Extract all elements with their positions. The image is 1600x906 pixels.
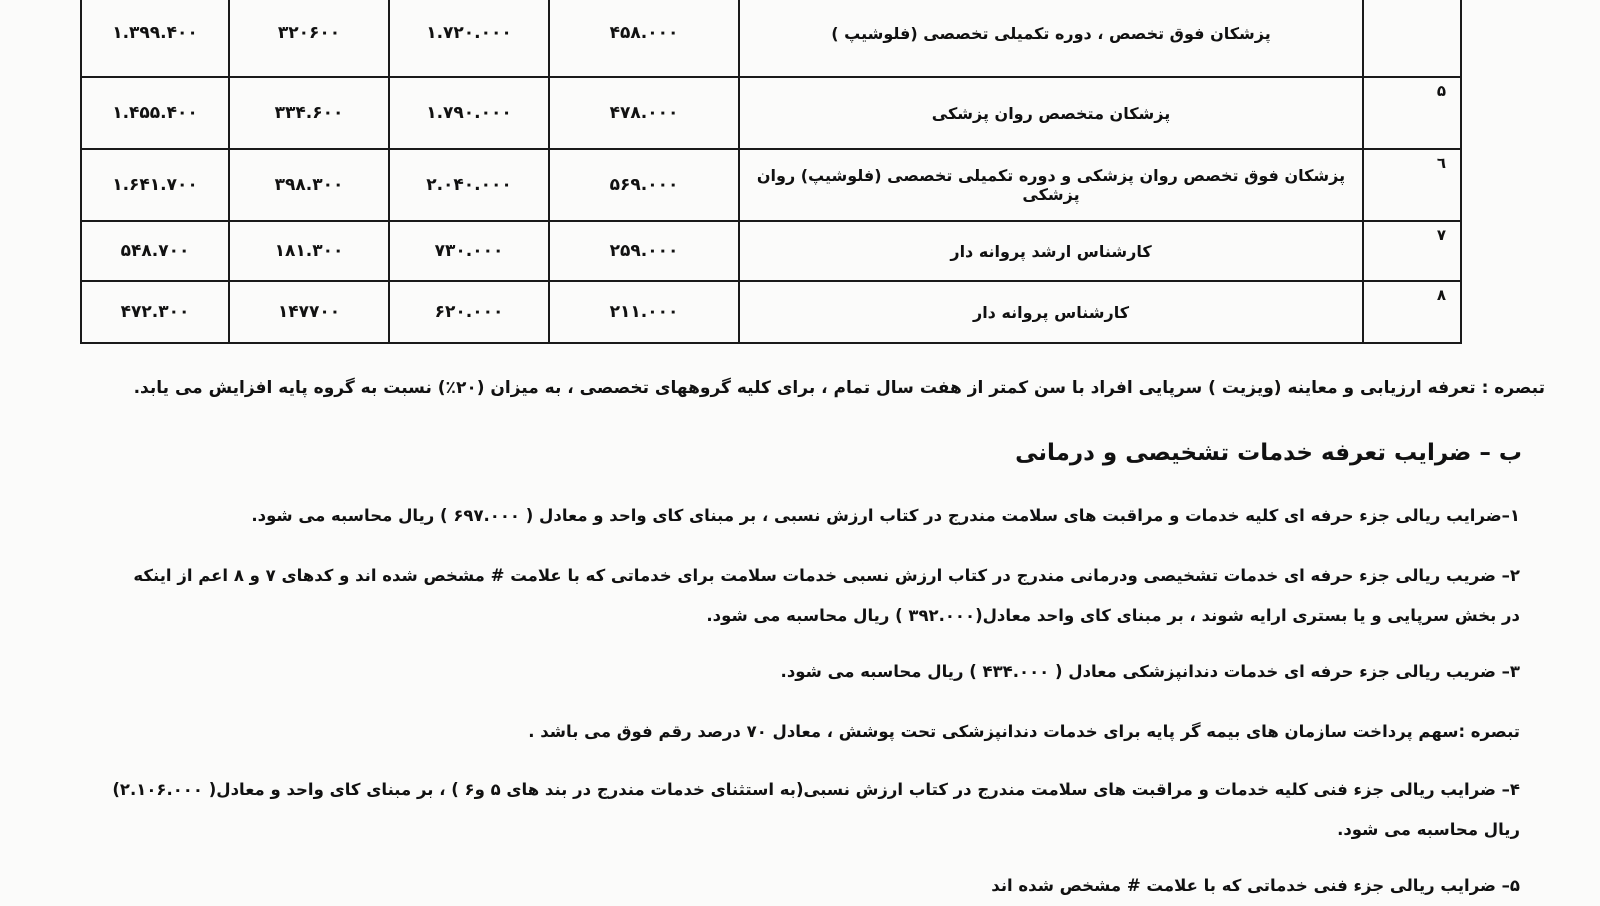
clause-4-line-2: ریال محاسبه می شود. [1337, 820, 1520, 839]
cell-title: پزشکان فوق تخصص روان پزشکی و دوره تکمیلی تخصصی (فلوشیپ) روان پزشکی [739, 149, 1363, 221]
cell-value-3: ۱۸۱.۳۰۰ [229, 221, 389, 281]
clause-2-line-2: در بخش سرپایی و یا بستری ارایه شوند ، بر مبنای کای واحد معادل(۳۹۲.۰۰۰ ) ریال محاسبه می شود. [706, 606, 1520, 625]
section-heading: ب – ضرایب تعرفه خدمات تشخیصی و درمانی [1015, 440, 1522, 466]
cell-value-3: ۱۴۷۷۰۰ [229, 281, 389, 343]
dental-note-text: تبصره :سهم پرداخت سازمان های بیمه گر پایه برای خدمات دندانپزشکی تحت پوشش ، معادل ۷۰ درصد رقم فوق می باشد . [528, 722, 1520, 741]
cell-value-3: ۳۳۴.۶۰۰ [229, 77, 389, 149]
cell-title: پزشکان متخصص روان پزشکی [739, 77, 1363, 149]
cell-value-1: ۲۵۹.۰۰۰ [549, 221, 739, 281]
tariff-table [80, 0, 1462, 344]
cell-value-2: ۲.۰۴۰.۰۰۰ [389, 149, 549, 221]
cell-value-3: ۳۹۸.۳۰۰ [229, 149, 389, 221]
table-row [81, 221, 1461, 281]
cell-value-1: ۲۱۱.۰۰۰ [549, 281, 739, 343]
dental-note [80, 712, 1520, 752]
table-row [81, 0, 1461, 77]
clause-2-line-1: ۲– ضریب ریالی جزء حرفه ای خدمات تشخیصی ودرمانی مندرج در کتاب ارزش نسبی خدمات سلامت برای خدماتی که با علامت # مشخص شده اند و کدهای ۷ و ۸ اعم از اینکه [133, 566, 1520, 585]
clause-1 [80, 496, 1520, 536]
cell-title: پزشکان فوق تخصص ، دوره تکمیلی تخصصی (فلوشیپ ) [739, 0, 1363, 77]
cell-row-number: ۷ [1363, 221, 1461, 281]
table-row [81, 149, 1461, 221]
cell-title: کارشناس پروانه دار [739, 281, 1363, 343]
cell-value-1: ۵۶۹.۰۰۰ [549, 149, 739, 221]
table-note: تبصره : تعرفه ارزیابی و معاینه (ویزیت ) سرپایی افراد با سن کمتر از هفت سال تمام ، برای کلیه گروههای تخصصی ، به میزان (۲۰٪) نسبت به گروه پایه افزایش می یابد. [133, 378, 1545, 398]
cell-row-number [1363, 0, 1461, 77]
cell-total: ۱.۳۹۹.۴۰۰ [81, 0, 229, 77]
clause-1-text: ۱–ضرایب ریالی جزء حرفه ای کلیه خدمات و مراقبت های سلامت مندرج در کتاب ارزش نسبی ، بر مبنای کای واحد و معادل ( ۶۹۷.۰۰۰ ) ریال محاسبه می شود. [251, 506, 1520, 525]
cell-total: ۴۷۲.۳۰۰ [81, 281, 229, 343]
cell-row-number: ۸ [1363, 281, 1461, 343]
clause-4 [80, 770, 1520, 850]
clause-3 [80, 652, 1520, 692]
cell-value-1: ۴۷۸.۰۰۰ [549, 77, 739, 149]
clause-5-text: ۵– ضرایب ریالی جزء فنی خدماتی که با علامت # مشخص شده اند [991, 876, 1520, 895]
cell-row-number: ۵ [1363, 77, 1461, 149]
cell-value-1: ۴۵۸.۰۰۰ [549, 0, 739, 77]
cell-total: ۱.۴۵۵.۴۰۰ [81, 77, 229, 149]
cell-value-2: ۱.۷۲۰.۰۰۰ [389, 0, 549, 77]
cell-total: ۱.۶۴۱.۷۰۰ [81, 149, 229, 221]
clause-2 [80, 556, 1520, 636]
cell-value-3: ۳۲۰۶۰۰ [229, 0, 389, 77]
cell-value-2: ۶۲۰.۰۰۰ [389, 281, 549, 343]
cell-row-number: ٦ [1363, 149, 1461, 221]
clause-3-text: ۳– ضریب ریالی جزء حرفه ای خدمات دندانپزشکی معادل ( ۴۳۴.۰۰۰ ) ریال محاسبه می شود. [780, 662, 1520, 681]
table-row [81, 281, 1461, 343]
clause-5-partial [80, 866, 1520, 906]
cell-value-2: ۱.۷۹۰.۰۰۰ [389, 77, 549, 149]
cell-value-2: ۷۳۰.۰۰۰ [389, 221, 549, 281]
cell-total: ۵۴۸.۷۰۰ [81, 221, 229, 281]
cell-title: کارشناس ارشد پروانه دار [739, 221, 1363, 281]
clause-4-line-1: ۴– ضرایب ریالی جزء فنی کلیه خدمات و مراقبت های سلامت مندرج در کتاب ارزش نسبی(به استثنای خدمات مندرج در بند های ۵ و۶ ) ، بر مبنای کای واحد و معادل( ۲.۱۰۶.۰۰۰) [112, 780, 1520, 799]
table-row [81, 77, 1461, 149]
